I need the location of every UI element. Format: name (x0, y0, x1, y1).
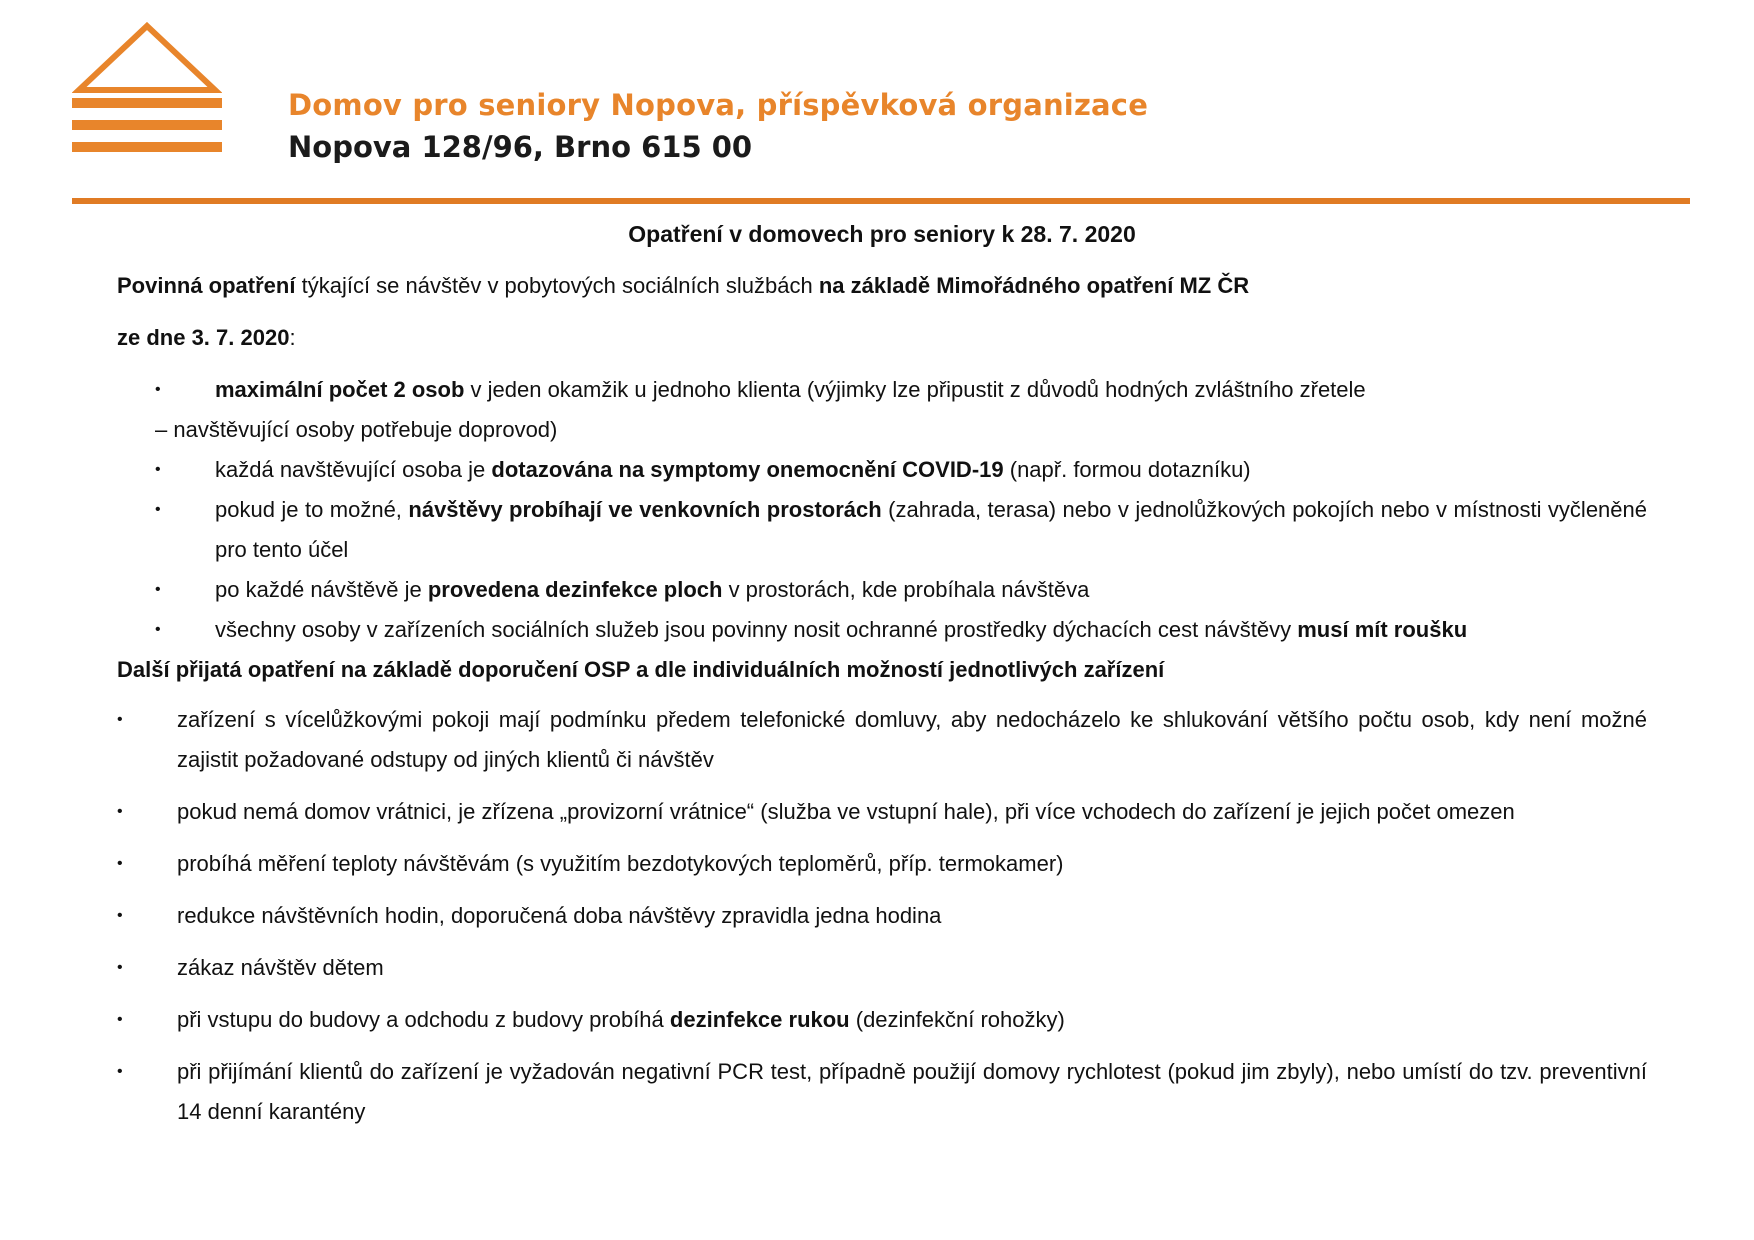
item-text: pokud nemá domov vrátnici, je zřízena „provizorní vrátnice“ (služba ve vstupní hale), při více vchodech do zařízení je jejich počet omezen (177, 799, 1515, 824)
mandatory-measures-list-cont (117, 450, 1647, 650)
item-bold: provedena dezinfekce ploch (427, 577, 723, 602)
bullet-icon: • (117, 803, 123, 820)
intro-bold-1: Povinná opatření (117, 273, 296, 298)
item-text: pokud je to možné, (215, 497, 409, 522)
item-text: redukce návštěvních hodin, doporučená doba návštěvy zpravidla jedna hodina (177, 903, 942, 928)
list-item (117, 450, 1647, 490)
mandatory-measures-list (117, 370, 1647, 410)
bullet-icon: • (155, 581, 161, 598)
date-line-bold: ze dne 3. 7. 2020 (117, 325, 290, 350)
document-body (117, 214, 1647, 1144)
bullet-icon: • (117, 1063, 123, 1080)
bullet-icon: • (155, 461, 161, 478)
header-divider (72, 198, 1690, 204)
list-item (117, 570, 1647, 610)
item-text: v prostorách, kde probíhala návštěva (722, 577, 1090, 602)
item-text: při vstupu do budovy a odchodu z budovy probíhá (177, 1007, 670, 1032)
item-text: po každé návštěvě je (215, 577, 428, 602)
intro-text-1: týkající se návštěv v pobytových sociálních službách (295, 273, 819, 298)
bullet-icon: • (117, 907, 123, 924)
additional-measures-list (117, 700, 1647, 1132)
item-text: zařízení s vícelůžkovými pokoji mají podmínku předem telefonické domluvy, aby nedocházelo ke shlukování většího počtu osob, kdy není možné zajistit požadované odstupy od jiných klientů či návštěv (177, 707, 1647, 772)
item-bold: dotazována na symptomy onemocnění COVID-19 (491, 457, 1004, 482)
list-item (117, 1000, 1647, 1040)
list-item (117, 610, 1647, 650)
date-line-colon: : (289, 325, 296, 350)
bullet-icon: • (117, 959, 123, 976)
intro-bold-2: na základě Mimořádného opatření MZ ČR (818, 273, 1250, 298)
list-item (117, 948, 1647, 988)
item-text: probíhá měření teploty návštěvám (s využitím bezdotykových teploměrů, příp. termokamer) (177, 851, 1064, 876)
bullet-icon: • (155, 501, 161, 518)
item-text: (zahrada, terasa) nebo v jednolůžkových pokojích nebo v místnosti vyčleněné pro tento účel (215, 497, 1648, 562)
house-logo-icon (72, 22, 222, 170)
item-text: (dezinfekční rohožky) (849, 1007, 1065, 1032)
item-text: všechny osoby v zařízeních sociálních služeb jsou povinny nosit ochranné prostředky dýchacích cest návštěvy (215, 617, 1298, 642)
date-line (117, 318, 1647, 358)
list-item (117, 1052, 1647, 1132)
bullet-icon: • (117, 855, 123, 872)
list-item (117, 896, 1647, 936)
bullet-icon: • (117, 1011, 123, 1028)
bullet-icon: • (155, 621, 161, 638)
list-item (117, 700, 1647, 780)
document-title: Opatření v domovech pro seniory k 28. 7. 2020 (628, 221, 1136, 247)
item-text: v jeden okamžik u jednoho klienta (výjimky lze připustit z důvodů hodných zvláštního zřetele (464, 377, 1366, 402)
list-item (117, 490, 1647, 570)
intro-paragraph (117, 266, 1647, 306)
item-bold: musí mít roušku (1297, 617, 1468, 642)
item-text: (např. formou dotazníku) (1003, 457, 1251, 482)
list-item (117, 844, 1647, 884)
item-text: zákaz návštěv dětem (177, 955, 384, 980)
item-bold: návštěvy probíhají ve venkovních prostorách (408, 497, 882, 522)
list-item (117, 792, 1647, 832)
item-bold: maximální počet 2 osob (215, 377, 465, 402)
bullet-icon: • (155, 381, 161, 398)
bullet-icon: • (117, 711, 123, 728)
organization-address: Nopova 128/96, Brno 615 00 (288, 130, 753, 164)
section-heading-additional: Další přijatá opatření na základě doporučení OSP a dle individuálních možností jednotlivých zařízení (117, 657, 1165, 682)
item-text: při přijímání klientů do zařízení je vyžadován negativní PCR test, případně použijí domovy rychlotest (pokud jim zbyly), nebo umístí do tzv. preventivní 14 denní karantény (177, 1059, 1647, 1124)
organization-name: Domov pro seniory Nopova, příspěvková organizace (288, 88, 1149, 122)
list-item-continuation: – navštěvující osoby potřebuje doprovod) (155, 417, 558, 442)
item-text: každá navštěvující osoba je (215, 457, 492, 482)
item-bold: dezinfekce rukou (669, 1007, 850, 1032)
list-item (117, 370, 1647, 410)
